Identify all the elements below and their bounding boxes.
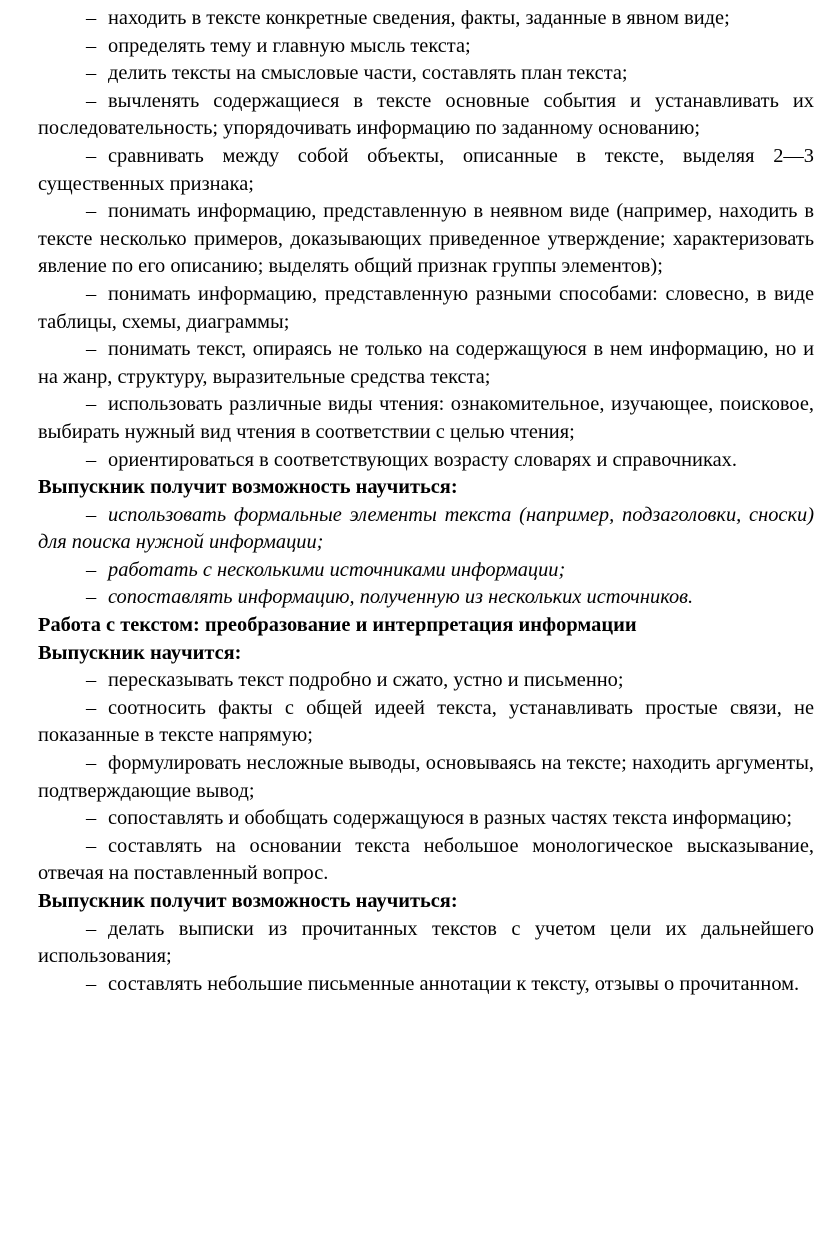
section-heading: Работа с текстом: преобразование и интерпретация информации — [38, 614, 637, 637]
list-bullet-dash: – — [86, 448, 97, 471]
list-item — [38, 88, 814, 143]
list-bullet-dash: – — [86, 972, 97, 995]
list-item — [38, 33, 814, 61]
list-bullet-dash: – — [86, 752, 97, 775]
list-bullet-dash: – — [86, 696, 97, 719]
list-item-text: понимать информацию, представленную в неявном виде (например, находить в тексте несколько примеров, доказывающих приведенное утверждение; характеризовать явление по его описанию; выделять общий признак группы элементов); — [38, 200, 814, 278]
list-item — [38, 916, 814, 971]
list-item-text: составлять на основании текста небольшое монологическое высказывание, отвечая на поставленный вопрос. — [38, 834, 814, 885]
list-bullet-dash: – — [86, 7, 97, 29]
list-item — [38, 143, 814, 198]
list-item-text: делить тексты на смысловые части, составлять план текста; — [108, 62, 628, 85]
list-item — [38, 557, 814, 585]
list-item — [38, 695, 814, 750]
list-bullet-dash: – — [86, 200, 97, 223]
list-item-text: формулировать несложные выводы, основываясь на тексте; находить аргументы, подтверждающие вывод; — [38, 752, 814, 802]
list-item — [38, 5, 814, 33]
list-bullet-dash: – — [86, 393, 97, 416]
list-item-text: ориентироваться в соответствующих возрасту словарях и справочниках. — [108, 448, 737, 471]
list-bullet-dash: – — [86, 807, 97, 830]
list-item — [38, 391, 814, 446]
section-heading: Выпускник получит возможность научиться: — [38, 476, 458, 499]
list-item-text: использовать различные виды чтения: ознакомительное, изучающее, поисковое, выбирать нужный вид чтения в соответствии с целью чтения; — [38, 393, 814, 443]
list-item — [38, 805, 814, 833]
list-item-text: определять тему и главную мысль текста; — [108, 34, 471, 57]
list-item — [38, 833, 814, 888]
list-item — [38, 750, 814, 805]
list-item — [38, 281, 814, 336]
list-item-text: вычленять содержащиеся в тексте основные события и устанавливать их последовательность; упорядочивать информацию по заданному основанию; — [38, 89, 814, 140]
list-item — [38, 447, 814, 475]
list-bullet-dash: – — [86, 558, 97, 581]
list-item-text: понимать текст, опираясь не только на содержащуюся в нем информацию, но и на жанр, структуру, выразительные средства текста; — [38, 338, 814, 388]
list-bullet-dash: – — [86, 586, 97, 609]
section-heading: Выпускник получит возможность научиться: — [38, 890, 458, 912]
list-bullet-dash: – — [86, 917, 97, 940]
list-item-text: соотносить факты с общей идеей текста, устанавливать простые связи, не показанные в тексте напрямую; — [38, 696, 814, 747]
list-bullet-dash: – — [86, 144, 97, 167]
list-item — [38, 198, 814, 281]
list-bullet-dash: – — [86, 282, 97, 305]
list-item-text: работать с несколькими источниками информации; — [108, 558, 566, 581]
list-item — [38, 971, 814, 999]
list-item-text: сопоставлять информацию, полученную из нескольких источников. — [108, 586, 694, 609]
list-item-text: делать выписки из прочитанных текстов с учетом цели их дальнейшего использования; — [38, 917, 814, 968]
section-heading: Выпускник научится: — [38, 641, 242, 664]
list-bullet-dash: – — [86, 62, 97, 85]
list-item-text: использовать формальные элементы текста (например, подзаголовки, сноски) для поиска нужной информации; — [38, 503, 814, 554]
list-item — [38, 667, 814, 695]
list-item-text: сравнивать между собой объекты, описанные в тексте, выделяя 2—3 существенных признака; — [38, 144, 814, 195]
list-item-text: сопоставлять и обобщать содержащуюся в разных частях текста информацию; — [108, 807, 793, 830]
list-bullet-dash: – — [86, 338, 97, 361]
list-item — [38, 584, 814, 612]
list-bullet-dash: – — [86, 669, 97, 692]
list-item-text: находить в тексте конкретные сведения, факты, заданные в явном виде; — [108, 7, 730, 29]
list-item-text: составлять небольшие письменные аннотации к тексту, отзывы о прочитанном. — [108, 972, 800, 995]
list-bullet-dash: – — [86, 503, 97, 526]
list-item — [38, 336, 814, 391]
list-item-text: понимать информацию, представленную разными способами: словесно, в виде таблицы, схемы, диаграммы; — [38, 282, 814, 333]
list-item — [38, 60, 814, 88]
list-item — [38, 502, 814, 557]
list-bullet-dash: – — [86, 34, 97, 57]
list-item-text: пересказывать текст подробно и сжато, устно и письменно; — [108, 669, 624, 692]
list-bullet-dash: – — [86, 89, 97, 112]
list-bullet-dash: – — [86, 834, 97, 857]
